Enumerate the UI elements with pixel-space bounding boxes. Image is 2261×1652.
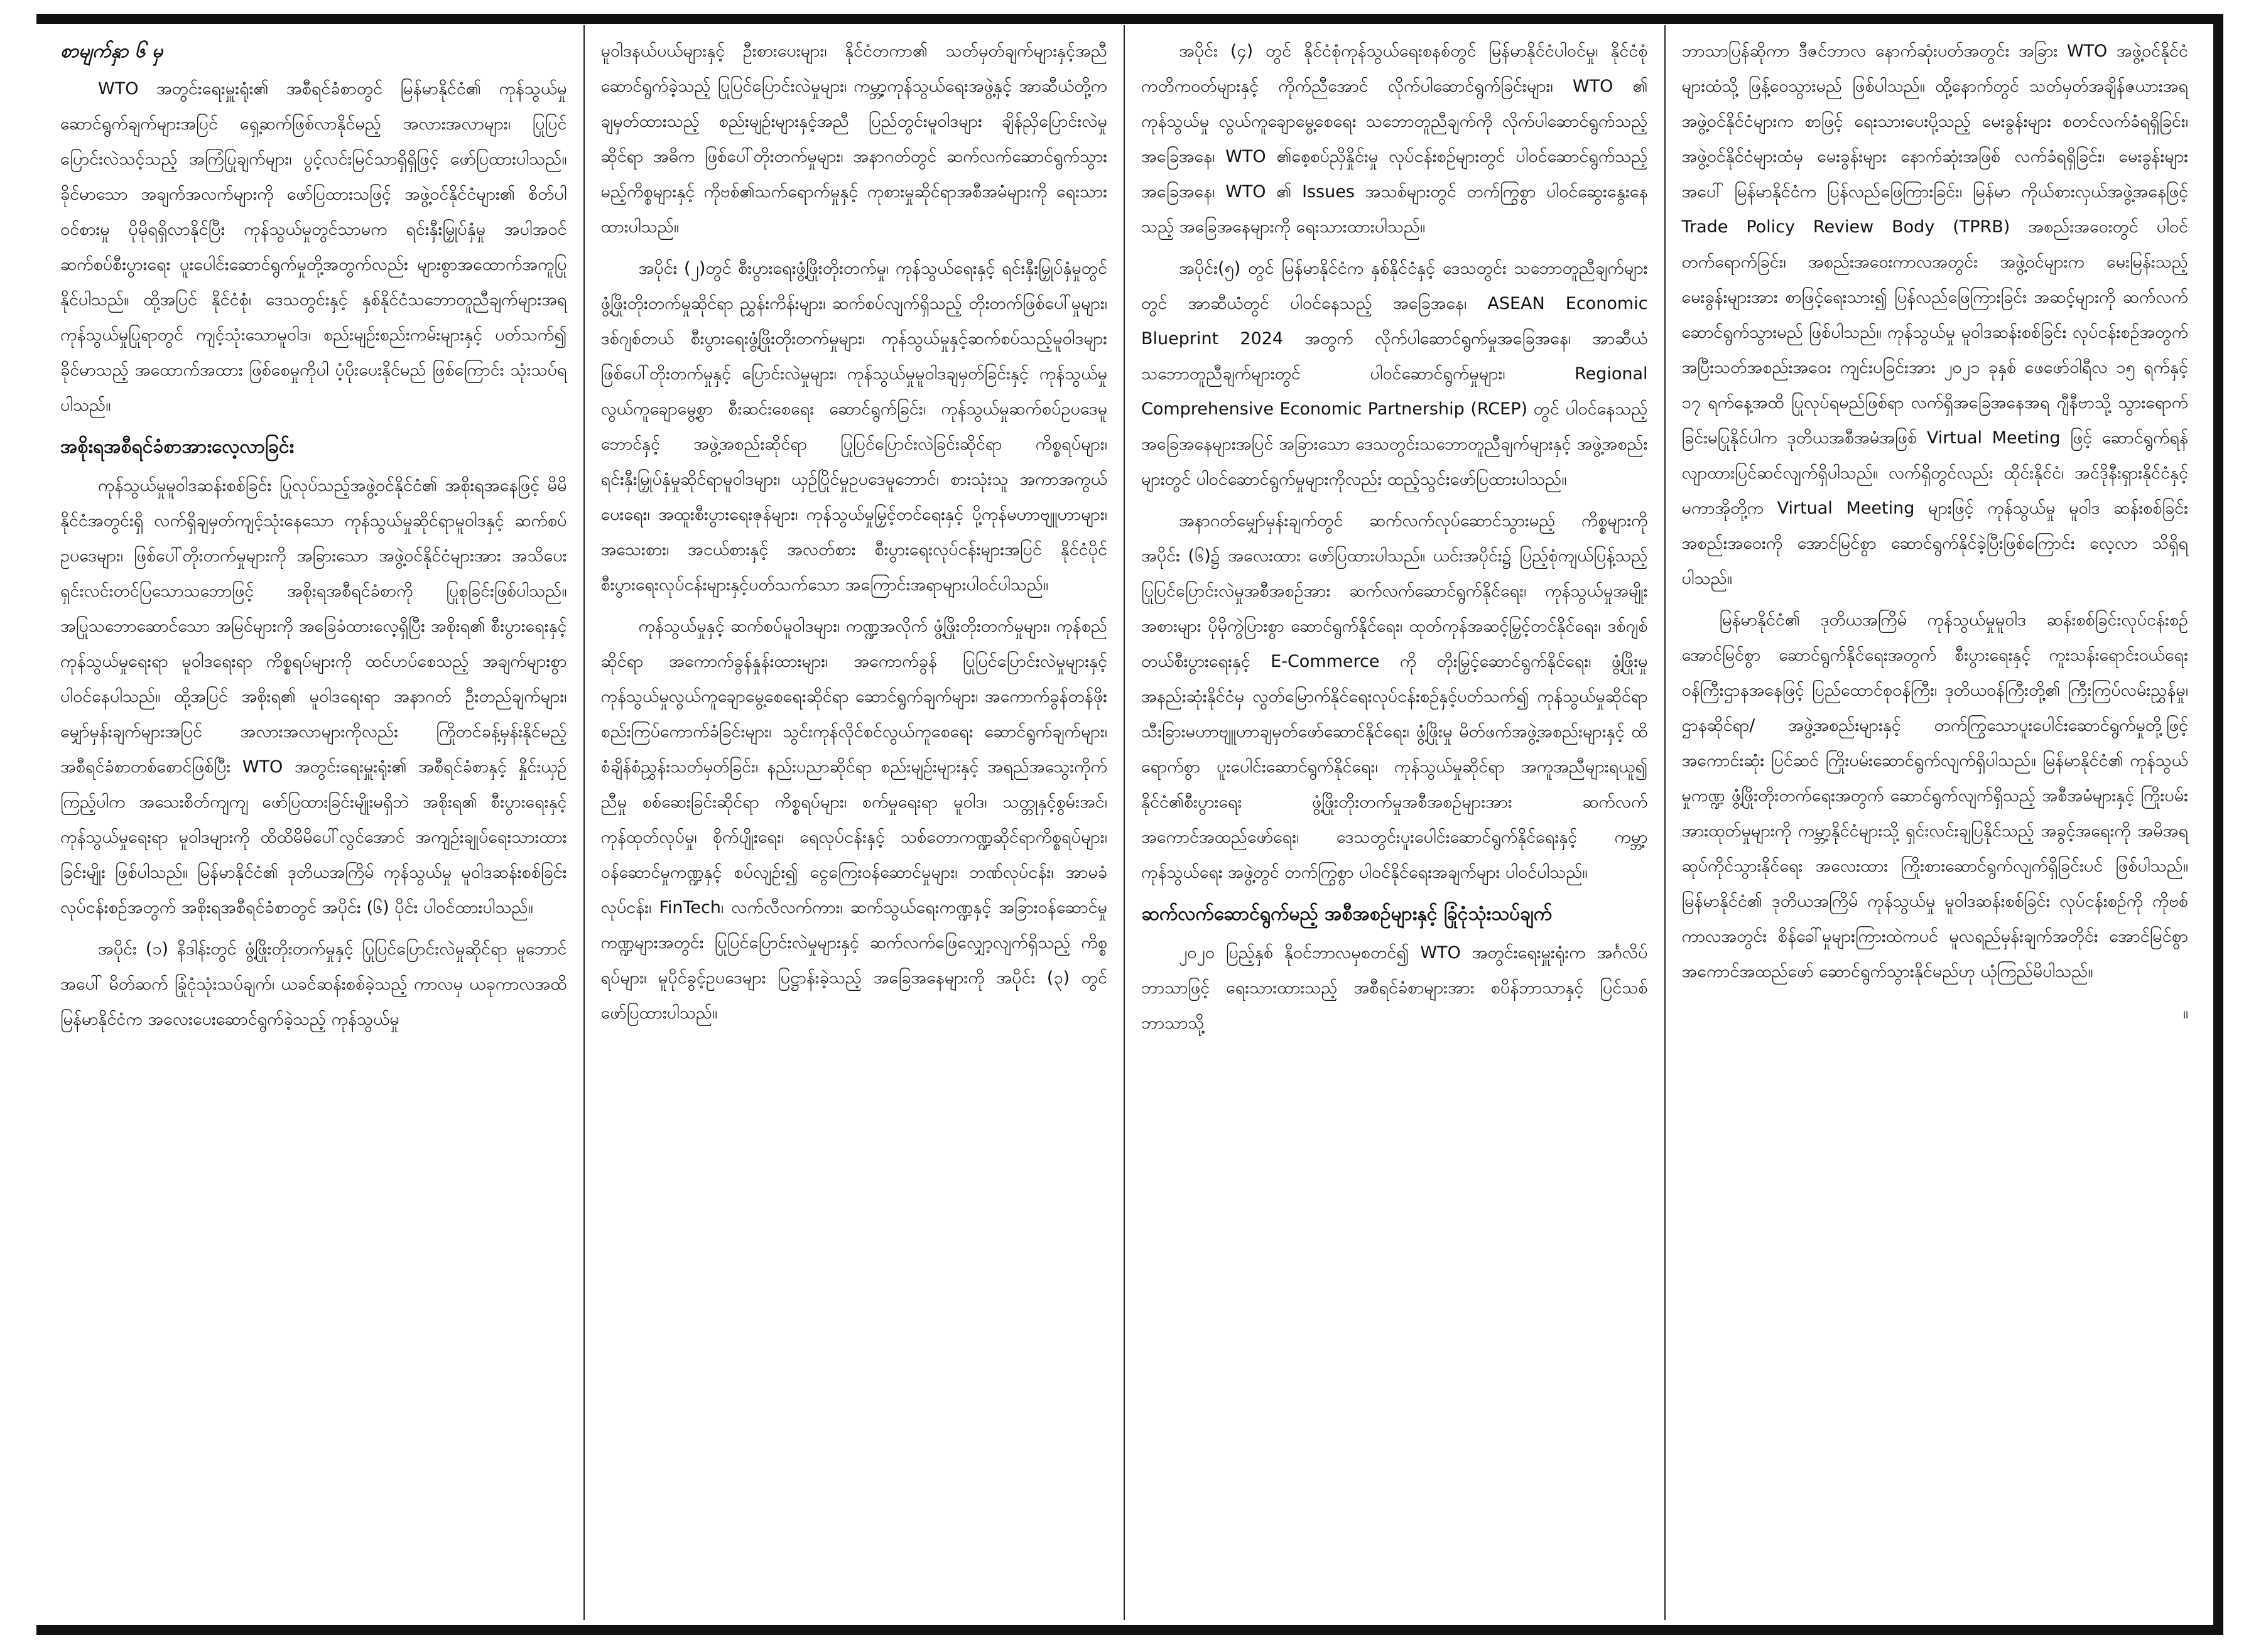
body-paragraph: WTO အတွင်းရေးမှူးရုံး၏ အစီရင်ခံစာတွင် မြန်မာနိုင်ငံ၏ ကုန်သွယ်မှုဆောင်ရွက်ချက်များအပြင် ရှေ့ဆက်ဖြစ်လာနိုင်မည့် အလားအလာများ၊ ပြုပြင်ပြောင်းလဲသင့်သည့် အကြံပြုချက်များ၊ ပွင့်လင်းမြင်သာရှိရှိဖြင့် ဖော်ပြထားပါသည်။ ခိုင်မာသော အချက်အလက်များကို ဖော်ပြထားသဖြင့် အဖွဲ့ဝင်နိုင်ငံများ၏ စိတ်ပါဝင်စားမှု ပိုမိုရရှိလာနိုင်ပြီး ကုန်သွယ်မှုတွင်သာမက ရင်းနှီးမြှုပ်နှံမှု အပါအဝင် ဆက်စပ်စီးပွားရေး ပူးပေါင်းဆောင်ရွက်မှုတို့အတွက်လည်း များစွာအထောက်အကူပြုနိုင်ပါသည်။ ထို့အပြင် နိုင်ငံစုံ၊ ဒေသတွင်းနှင့် နှစ်နိုင်ငံသဘောတူညီချက်များအရ ကုန်သွယ်မှုပြုရာတွင် ကျင့်သုံးသောမူဝါဒ၊ စည်းမျဉ်းစည်းကမ်းများနှင့် ပတ်သက်၍ ခိုင်မာသည့် အထောက်အထား ဖြစ်စေမှုကိုပါ ပံ့ပိုးပေးနိုင်မည် ဖြစ်ကြောင်း သုံးသပ်ရပါသည်။ xyxy=(60,79,567,415)
column-4 xyxy=(1664,25,2205,1620)
continued-from-label: စာမျက်နှာ ၆ မှ xyxy=(60,40,163,62)
body-paragraph: မြန်မာနိုင်ငံ၏ ဒုတိယအကြိမ် ကုန်သွယ်မှုမူဝါဒ ဆန်းစစ်ခြင်းလုပ်ငန်းစဉ် အောင်မြင်စွာ ဆောင်ရွက်နိုင်ရေးအတွက် စီးပွားရေးနှင့် ကူးသန်းရောင်းဝယ်ရေး ဝန်ကြီးဌာနအနေဖြင့် ပြည်ထောင်စုဝန်ကြီး၊ ဒုတိယဝန်ကြီးတို့၏ ကြီးကြပ်လမ်းညွှန်မှု၊ ဌာနဆိုင်ရာ/ အဖွဲ့အစည်းများနှင့် တက်ကြွသောပူးပေါင်းဆောင်ရွက်မှုတို့ဖြင့် အကောင်းဆုံး ပြင်ဆင် ကြိုးပမ်းဆောင်ရွက်လျက်ရှိပါသည်။ မြန်မာနိုင်ငံ၏ ကုန်သွယ်မှုကဏ္ဍ ဖွံ့ဖြိုးတိုးတက်ရေးအတွက် ဆောင်ရွက်လျက်ရှိသည့် အစီအမံများနှင့် ကြိုးပမ်းအားထုတ်မှုများကို ကမ္ဘာ့နိုင်ငံများသို့ ရှင်းလင်းချပြနိုင်သည့် အခွင့်အရေးကို အမိအရဆုပ်ကိုင်သွားနိုင်ရေး အလေးထား ကြိုးစားဆောင်ရွက်လျက်ရှိခြင်းပင် ဖြစ်ပါသည်။ မြန်မာနိုင်ငံ၏ ဒုတိယအကြိမ် ကုန်သွယ်မှု မူဝါဒဆန်းစစ်ခြင်း လုပ်ငန်းစဉ်ကို ကိုဗစ်ကာလအတွင်း စိန်ခေါ်မှုများကြားထဲကပင် မူလရည်မှန်းချက်အတိုင်း အောင်မြင်စွာ အကောင်အထည်ဖော် ဆောင်ရွက်သွားနိုင်မည်ဟု ယုံကြည်မိပါသည်။ xyxy=(1681,610,2188,981)
column-3 xyxy=(1124,25,1664,1620)
body-paragraph: အပိုင်း (၁) နိဒါန်းတွင် ဖွံ့ဖြိုးတိုးတက်မှုနှင့် ပြုပြင်ပြောင်းလဲမှုဆိုင်ရာ မူဘောင်အပေါ် မိတ်ဆက် ခြုံငုံသုံးသပ်ချက်၊ ယခင်ဆန်းစစ်ခဲ့သည့် ကာလမှ ယခုကာလအထိ မြန်မာနိုင်ငံက အလေးပေးဆောင်ရွက်ခဲ့သည့် ကုန်သွယ်မှု xyxy=(60,939,567,1029)
end-mark: ။ xyxy=(2182,1003,2188,1023)
section-heading: ဆက်လက်ဆောင်ရွက်မည့် အစီအစဉ်များနှင့် ခြုံငုံသုံးသပ်ချက် xyxy=(1141,903,1553,925)
body-paragraph: ဘာသာပြန်ဆိုကာ ဒီဇင်ဘာလ နောက်ဆုံးပတ်အတွင်း အခြား WTO အဖွဲ့ဝင်နိုင်ငံများထံသို့ ဖြန့်ဝေသွားမည် ဖြစ်ပါသည်။ ထို့နောက်တွင် သတ်မှတ်အချိန်ဇယားအရ အဖွဲ့ဝင်နိုင်ငံများက စာဖြင့် ရေးသားပေးပို့သည့် မေးခွန်းများ စတင်လက်ခံရရှိခြင်း၊ အဖွဲ့ဝင်နိုင်ငံများထံမှ မေးခွန်းများ နောက်ဆုံးအဖြစ် လက်ခံရရှိခြင်း၊ မေးခွန်းများအပေါ် မြန်မာနိုင်ငံက ပြန်လည်ဖြေကြားခြင်း၊ မြန်မာ ကိုယ်စားလှယ်အဖွဲ့အနေဖြင့် Trade Policy Review Body (TPRB) အစည်းအဝေးတွင် ပါဝင်တက်ရောက်ခြင်း၊ အစည်းအဝေးကာလအတွင်း အဖွဲ့ဝင်များက မေးမြန်းသည့် မေးခွန်းများအား စာဖြင့်ရေးသား၍ ပြန်လည်ဖြေကြားခြင်း အဆင့်များကို ဆက်လက်ဆောင်ရွက်သွားမည် ဖြစ်ပါသည်။ ကုန်သွယ်မှု မူဝါဒဆန်းစစ်ခြင်း လုပ်ငန်းစဉ်အတွက် အပြီးသတ်အစည်းအဝေး ကျင်းပခြင်းအား ၂၀၂၁ ခုနှစ် ဖေဖော်ဝါရီလ ၁၅ ရက်နှင့် ၁၇ ရက်နေ့အထိ ပြုလုပ်ရမည်ဖြစ်ရာ လက်ရှိအခြေအနေအရ ဂျီနီဗာသို့ သွားရောက်ခြင်းမပြုနိုင်ပါက ဒုတိယအစီအမံအဖြစ် Virtual Meeting ဖြင့် ဆောင်ရွက်ရန် လျာထားပြင်ဆင်လျက်ရှိပါသည်။ လက်ရှိတွင်လည်း ထိုင်းနိုင်ငံ၊ အင်ဒိုနီးရှားနိုင်ငံနှင့် မကာအိုတို့က Virtual Meeting များဖြင့် ကုန်သွယ်မှု မူဝါဒ ဆန်းစစ်ခြင်း အစည်းအဝေးကို အောင်မြင်စွာ ဆောင်ရွက်နိုင်ခဲ့ပြီးဖြစ်ကြောင်း လေ့လာ သိရှိရပါသည်။ xyxy=(1681,41,2188,588)
body-paragraph: အပိုင်း(၅) တွင် မြန်မာနိုင်ငံက နှစ်နိုင်ငံနှင့် ဒေသတွင်း သဘောတူညီချက်များတွင် အာဆီယံတွင် ပါဝင်နေသည့် အခြေအနေ၊ ASEAN Economic Blueprint 2024 အတွက် လိုက်ပါဆောင်ရွက်မှုအခြေအနေ၊ အာဆီယံ သဘောတူညီချက်များတွင် ပါဝင်ဆောင်ရွက်မှုများ၊ Regional Comprehensive Economic Partnership (RCEP) တွင် ပါဝင်နေသည့် အခြေအနေများအပြင် အခြားသော ဒေသတွင်းသဘောတူညီချက်များနှင့် အဖွဲ့အစည်းများတွင် ပါဝင်ဆောင်ရွက်မှုများကိုလည်း ထည့်သွင်းဖော်ပြထားပါသည်။ xyxy=(1141,259,1648,489)
body-paragraph: မူဝါဒနယ်ပယ်များနှင့် ဦးစားပေးများ၊ နိုင်ငံတကာ၏ သတ်မှတ်ချက်များနှင့်အညီ ဆောင်ရွက်ခဲ့သည့် ပြုပြင်ပြောင်းလဲမှုများ၊ ကမ္ဘာ့ကုန်သွယ်ရေးအဖွဲ့နှင့် အာဆီယံတို့က ချမှတ်ထားသည့် စည်းမျဉ်းများနှင့်အညီ ပြည်တွင်းမူဝါဒများ ချိန်ညှိပြောင်းလဲမှုဆိုင်ရာ အဓိက ဖြစ်ပေါ်တိုးတက်မှုများ၊ အနာဂတ်တွင် ဆက်လက်ဆောင်ရွက်သွားမည့်ကိစ္စများနှင့် ကိုဗစ်၏သက်ရောက်မှုနှင့် ကုစားမှုဆိုင်ရာအစီအမံများကို ရေးသားထားပါသည်။ xyxy=(600,41,1107,237)
column-2 xyxy=(583,25,1124,1620)
section-heading: အစိုးရအစီရင်ခံစာအားလေ့လာခြင်း xyxy=(60,436,295,458)
column-1 xyxy=(44,25,583,1620)
body-paragraph: အပိုင်း (၂)တွင် စီးပွားရေးဖွံ့ဖြိုးတိုးတက်မှု၊ ကုန်သွယ်ရေးနှင့် ရင်းနှီးမြှုပ်နှံမှုတွင် ဖွံ့ဖြိုးတိုးတက်မှုဆိုင်ရာ ညွှန်းကိန်းများ၊ ဆက်စပ်လျက်ရှိသည့် တိုးတက်ဖြစ်ပေါ်မှုများ၊ ဒစ်ဂျစ်တယ် စီးပွားရေးဖွံ့ဖြိုးတိုးတက်မှုများ၊ ကုန်သွယ်မှုနှင့်ဆက်စပ်သည့်မူဝါဒများ ဖြစ်ပေါ်တိုးတက်မှုနှင့် ပြောင်းလဲမှုများ၊ ကုန်သွယ်မှုမူဝါဒချမှတ်ခြင်းနှင့် ကုန်သွယ်မှုလွယ်ကူချောမွေ့စွာ စီးဆင်းစေရေး ဆောင်ရွက်ခြင်း၊ ကုန်သွယ်မှုဆက်စပ်ဥပဒေမူဘောင်နှင့် အဖွဲ့အစည်းဆိုင်ရာ ပြုပြင်ပြောင်းလဲခြင်းဆိုင်ရာ ကိစ္စရပ်များ၊ ရင်းနှီးမြှုပ်နှံမှုဆိုင်ရာမူဝါဒများ၊ ယှဉ်ပြိုင်မှုဥပဒေမူဘောင်၊ စားသုံးသူ အကာအကွယ်ပေးရေး၊ အထူးစီးပွားရေးဇုန်များ၊ ကုန်သွယ်မှုမြှင့်တင်ရေးနှင့် ပို့ကုန်မဟာဗျူဟာများ၊ အသေးစား၊ အငယ်စားနှင့် အလတ်စား စီးပွားရေးလုပ်ငန်းများအပြင် နိုင်ငံပိုင် စီးပွားရေးလုပ်ငန်းများနှင့်ပတ်သက်သော အကြောင်းအရာများပါဝင်ပါသည်။ xyxy=(600,259,1107,595)
body-paragraph: ကုန်သွယ်မှုမူဝါဒဆန်းစစ်ခြင်း ပြုလုပ်သည့်အဖွဲ့ဝင်နိုင်ငံ၏ အစိုးရအနေဖြင့် မိမိနိုင်ငံအတွင်းရှိ လက်ရှိချမှတ်ကျင့်သုံးနေသော ကုန်သွယ်မှုဆိုင်ရာမူဝါဒနှင့် ဆက်စပ်ဥပဒေများ၊ ဖြစ်ပေါ်တိုးတက်မှုများကို အခြားသော အဖွဲ့ဝင်နိုင်ငံများအား အသိပေးရှင်းလင်းတင်ပြသောသဘောဖြင့် အစိုးရအစီရင်ခံစာကို ပြုစုခြင်းဖြစ်ပါသည်။ အပြုသဘောဆောင်သော အမြင်များကို အခြေခံထားလေ့ရှိပြီး အစိုးရ၏ စီးပွားရေးနှင့် ကုန်သွယ်မှုရေးရာ မူဝါဒရေးရာ ကိစ္စရပ်များကို ထင်ဟပ်စေသည့် အချက်များစွာ ပါဝင်နေပါသည်။ ထို့အပြင် အစိုးရ၏ မူဝါဒရေးရာ အနာဂတ် ဦးတည်ချက်များ၊ မျှော်မှန်းချက်များအပြင် အလားအလာများကိုလည်း ကြိုတင်ခန့်မှန်းနိုင်မည့် အစီရင်ခံစာတစ်စောင်ဖြစ်ပြီး WTO အတွင်းရေးမှူးရုံး၏ အစီရင်ခံစာနှင့် နှိုင်းယှဉ်ကြည့်ပါက အသေးစိတ်ကျကျ ဖော်ပြထားခြင်းမျိုးမရှိဘဲ အစိုးရ၏ စီးပွားရေးနှင့် ကုန်သွယ်မှုရေးရာ မူဝါဒများကို ထိထိမိမိပေါ်လွင်အောင် အကျဉ်းချုပ်ရေးသားထားခြင်းမျိုး ဖြစ်ပါသည်။ မြန်မာနိုင်ငံ၏ ဒုတိယအကြိမ် ကုန်သွယ်မှု မူဝါဒဆန်းစစ်ခြင်း လုပ်ငန်းစဉ်အတွက် အစိုးရအစီရင်ခံစာတွင် အပိုင်း (၆) ပိုင်း ပါဝင်ထားပါသည်။ xyxy=(60,476,567,917)
body-paragraph: အပိုင်း (၄) တွင် နိုင်ငံစုံကုန်သွယ်ရေးစနစ်တွင် မြန်မာနိုင်ငံပါဝင်မှု၊ နိုင်ငံစုံကတိကဝတ်များနှင့် ကိုက်ညီအောင် လိုက်ပါဆောင်ရွက်ခြင်းများ၊ WTO ၏ ကုန်သွယ်မှု လွယ်ကူချောမွေ့စေရေး သဘောတူညီချက်ကို လိုက်ပါဆောင်ရွက်သည့်အခြေအနေ၊ WTO ၏စေ့စပ်ညှိနှိုင်းမှု လုပ်ငန်းစဉ်များတွင် ပါဝင်ဆောင်ရွက်သည့် အခြေအနေ၊ WTO ၏ Issues အသစ်များတွင် တက်ကြွစွာ ပါဝင်ဆွေးနွေးနေသည့် အခြေအနေများကို ရေးသားထားပါသည်။ xyxy=(1141,41,1648,237)
body-paragraph: ကုန်သွယ်မှုနှင့် ဆက်စပ်မူဝါဒများ၊ ကဏ္ဍအလိုက် ဖွံ့ဖြိုးတိုးတက်မှုများ၊ ကုန်စည်ဆိုင်ရာ အကောက်ခွန်နှုန်းထားများ၊ အကောက်ခွန် ပြုပြင်ပြောင်းလဲမှုများနှင့် ကုန်သွယ်မှုလွယ်ကူချောမွေ့စေရေးဆိုင်ရာ ဆောင်ရွက်ချက်များ၊ အကောက်ခွန်တန်ဖိုး စည်းကြပ်ကောက်ခံခြင်းများ၊ သွင်းကုန်လိုင်စင်လွယ်ကူစေရေး ဆောင်ရွက်ချက်များ၊ စံချိန်စံညွှန်းသတ်မှတ်ခြင်း၊ နည်းပညာဆိုင်ရာ စည်းမျဉ်းများနှင့် အရည်အသွေးကိုက်ညီမှု စစ်ဆေးခြင်းဆိုင်ရာ ကိစ္စရပ်များ၊ စက်မှုရေးရာ မူဝါဒ၊ သတ္တုနှင့်စွမ်းအင်၊ ကုန်ထုတ်လုပ်မှု၊ စိုက်ပျိုးရေး၊ ရေလုပ်ငန်းနှင့် သစ်တောကဏ္ဍဆိုင်ရာကိစ္စရပ်များ၊ ဝန်ဆောင်မှုကဏ္ဍနှင့် စပ်လျဉ်း၍ ငွေကြေးဝန်ဆောင်မှုများ၊ ဘဏ်လုပ်ငန်း၊ အာမခံလုပ်ငန်း၊ FinTech၊ လက်လီလက်ကား၊ ဆက်သွယ်ရေးကဏ္ဍနှင့် အခြားဝန်ဆောင်မှုကဏ္ဍများအတွင်း ပြုပြင်ပြောင်းလဲမှုများနှင့် ဆက်လက်ဖြေလျှော့လျက်ရှိသည့် ကိစ္စရပ်များ၊ မူပိုင်ခွင့်ဥပဒေများ ပြဋ္ဌာန်းခဲ့သည့် အခြေအနေများကို အပိုင်း (၃) တွင် ဖော်ပြထားပါသည်။ xyxy=(600,617,1107,1023)
body-paragraph: ၂၀၂၀ ပြည့်နှစ် နိုဝင်ဘာလမှစတင်၍ WTO အတွင်းရေးမှူးရုံးက အင်္ဂလိပ်ဘာသာဖြင့် ရေးသားထားသည့် အစီရင်ခံစာများအား စပိန်ဘာသာနှင့် ပြင်သစ်ဘာသာသို့ xyxy=(1141,943,1648,1033)
article-columns xyxy=(44,25,2204,1620)
body-paragraph: အနာဂတ်မျှော်မှန်းချက်တွင် ဆက်လက်လုပ်ဆောင်သွားမည့် ကိစ္စများကို အပိုင်း (၆)၌ အလေးထား ဖော်ပြထားပါသည်။ ယင်းအပိုင်း၌ ပြည့်စုံကျယ်ပြန့်သည့်ပြုပြင်ပြောင်းလဲမှုအစီအစဉ်အား ဆက်လက်ဆောင်ရွက်နိုင်ရေး၊ ကုန်သွယ်မှုအမျိုးအစားများ ပိုမိုကွဲပြားစွာ ဆောင်ရွက်နိုင်ရေး၊ ထုတ်ကုန်အဆင့်မြှင့်တင်နိုင်ရေး၊ ဒစ်ဂျစ်တယ်စီးပွားရေးနှင့် E-Commerce ကို တိုးမြှင့်ဆောင်ရွက်နိုင်ရေး၊ ဖွံ့ဖြိုးမှုအနည်းဆုံးနိုင်ငံမှ လွတ်မြောက်နိုင်ရေးလုပ်ငန်းစဉ်နှင့်ပတ်သက်၍ ကုန်သွယ်မှုဆိုင်ရာ သီးခြားမဟာဗျူဟာချမှတ်ဖော်ဆောင်နိုင်ရေး၊ ဖွံ့ဖြိုးမှု မိတ်ဖက်အဖွဲ့အစည်းများနှင့် ထိရောက်စွာ ပူးပေါင်းဆောင်ရွက်နိုင်ရေး၊ ကုန်သွယ်မှုဆိုင်ရာ အကူအညီများရယူ၍ နိုင်ငံ၏စီးပွားရေး ဖွံ့ဖြိုးတိုးတက်မှုအစီအစဉ်များအား ဆက်လက် အကောင်အထည်ဖော်ရေး၊ ဒေသတွင်းပူးပေါင်းဆောင်ရွက်နိုင်ရေးနှင့် ကမ္ဘာ့ကုန်သွယ်ရေး အဖွဲ့တွင် တက်ကြွစွာ ပါဝင်နိုင်ရေးအချက်များ ပါဝင်ပါသည်။ xyxy=(1141,511,1648,882)
